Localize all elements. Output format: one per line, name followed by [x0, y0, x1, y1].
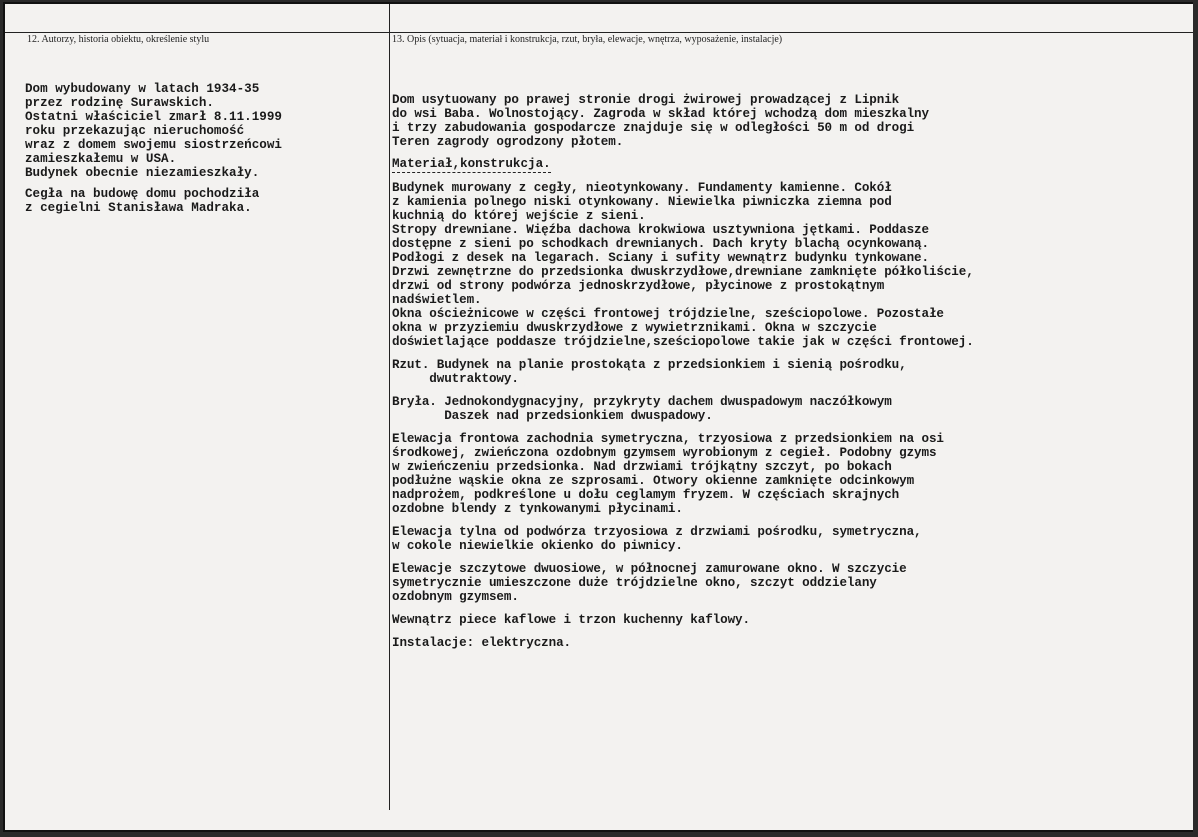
description-text — [392, 93, 1188, 659]
situation-paragraph — [392, 93, 1188, 149]
text-line: w zwieńczeniu przedsionka. Nad drzwiami trójkątny szczyt, po bokach — [392, 460, 892, 474]
installations-paragraph — [392, 636, 1188, 650]
brick-origin-paragraph — [25, 187, 377, 215]
material-heading: Materiał,konstrukcja. — [392, 157, 551, 171]
text-line: Instalacje: elektryczna. — [392, 636, 571, 650]
text-line: Wewnątrz piece kaflowe i trzon kuchenny kaflowy. — [392, 613, 750, 627]
history-text — [25, 82, 377, 215]
interior-paragraph — [392, 613, 1188, 627]
text-line: z cegielni Stanisława Madraka. — [25, 201, 252, 215]
text-line: dwutraktowy. — [392, 372, 519, 386]
massing-paragraph — [392, 395, 1188, 423]
text-line: Drzwi zewnętrzne do przedsionka dwuskrzydłowe,drewniane zamknięte półkoliście, — [392, 265, 974, 279]
column-divider — [389, 32, 390, 810]
text-line: Teren zagrody ogrodzony płotem. — [392, 135, 624, 149]
text-line: roku przekazując nieruchomość — [25, 124, 245, 138]
text-line: Ostatni właściciel zmarł 8.11.1999 — [25, 110, 282, 124]
text-line: Podłogi z desek na legarach. Sciany i sufity wewnątrz budynku tynkowane. — [392, 251, 929, 265]
rear-elevation-paragraph — [392, 525, 1188, 553]
text-line: zamieszkałemu w USA. — [25, 152, 177, 166]
text-line: nadprożem, podkreślone u dołu ceglamym fryzem. W częściach skrajnych — [392, 488, 900, 502]
text-line: przez rodzinę Surawskich. — [25, 96, 214, 110]
text-line: ozdobnym gzymsem. — [392, 590, 519, 604]
text-line: Budynek obecnie niezamieszkały. — [25, 166, 260, 180]
text-line: drzwi od strony podwórza jednoskrzydłowe, płycinowe z prostokątnym — [392, 279, 885, 293]
text-line: w cokole niewielkie okienko do piwnicy. — [392, 539, 683, 553]
text-line: do wsi Baba. Wolnostojący. Zagroda w skład której wchodzą dom mieszkalny — [392, 107, 929, 121]
text-line: Dom wybudowany w latach 1934-35 — [25, 82, 260, 96]
text-line: doświetlające poddasze trójdzielne,sześciopolowe takie jak w części frontowej. — [392, 335, 974, 349]
material-paragraph — [392, 181, 1188, 349]
text-line: Bryła. Jednokondygnacyjny, przykryty dachem dwuspadowym naczółkowym — [392, 395, 892, 409]
text-line: ozdobne blendy z tynkowanymi płycinami. — [392, 502, 683, 516]
text-line: Rzut. Budynek na planie prostokąta z przedsionkiem i sienią pośrodku, — [392, 358, 907, 372]
text-line: Elewacje szczytowe dwuosiowe, w północnej zamurowane okno. W szczycie — [392, 562, 907, 576]
history-paragraph — [25, 82, 377, 180]
section-12-header: 12. Autorzy, historia obiektu, określenie stylu — [27, 34, 210, 45]
text-line: wraz z domem swojemu siostrzeńcowi — [25, 138, 282, 152]
text-line: Daszek nad przedsionkiem dwuspadowy. — [392, 409, 713, 423]
gable-elevations-paragraph — [392, 562, 1188, 604]
text-line: Stropy drewniane. Więźba dachowa krokwiowa usztywniona jętkami. Poddasze — [392, 223, 929, 237]
text-line: Elewacja frontowa zachodnia symetryczna, trzyosiowa z przedsionkiem na osi — [392, 432, 944, 446]
text-line: i trzy zabudowania gospodarcze znajduje się w odległości 50 m od drogi — [392, 121, 915, 135]
plan-paragraph — [392, 358, 1188, 386]
text-line: Budynek murowany z cegły, nieotynkowany. Fundamenty kamienne. Cokół — [392, 181, 892, 195]
front-elevation-paragraph — [392, 432, 1188, 516]
text-line: dostępne z sieni po schodkach drewnianych. Dach kryty blachą ocynkowaną. — [392, 237, 929, 251]
text-line: Cegła na budowę domu pochodziła — [25, 187, 260, 201]
text-line: Elewacja tylna od podwórza trzyosiowa z drzwiami pośrodku, symetryczna, — [392, 525, 922, 539]
section-13-header: 13. Opis (sytuacja, materiał i konstrukcja, rzut, bryła, elewacje, wnętrza, wyposażenie, instalacje) — [392, 34, 783, 45]
header-column-divider — [389, 4, 390, 32]
header-divider — [5, 32, 1193, 33]
text-line: podłużne wąskie okna ze szprosami. Otwory okienne zamknięte odcinkowym — [392, 474, 915, 488]
text-line: symetrycznie umieszczone duże trójdzielne okno, szczyt oddzielany — [392, 576, 877, 590]
text-line: okna w przyziemiu dwuskrzydłowe z wywietrznikami. Okna w szczycie — [392, 321, 877, 335]
text-line: Okna ościeżnicowe w części frontowej trójdzielne, sześciopolowe. Pozostałe — [392, 307, 944, 321]
text-line: z kamienia polnego niski otynkowany. Niewielka piwniczka ziemna pod — [392, 195, 892, 209]
text-line: kuchnią do której wejście z sieni. — [392, 209, 646, 223]
text-line: nadświetlem. — [392, 293, 482, 307]
text-line: Dom usytuowany po prawej stronie drogi żwirowej prowadzącej z Lipnik — [392, 93, 900, 107]
text-line: środkowej, zwieńczona ozdobnym gzymsem wyrobionym z cegieł. Podobny gzyms — [392, 446, 937, 460]
